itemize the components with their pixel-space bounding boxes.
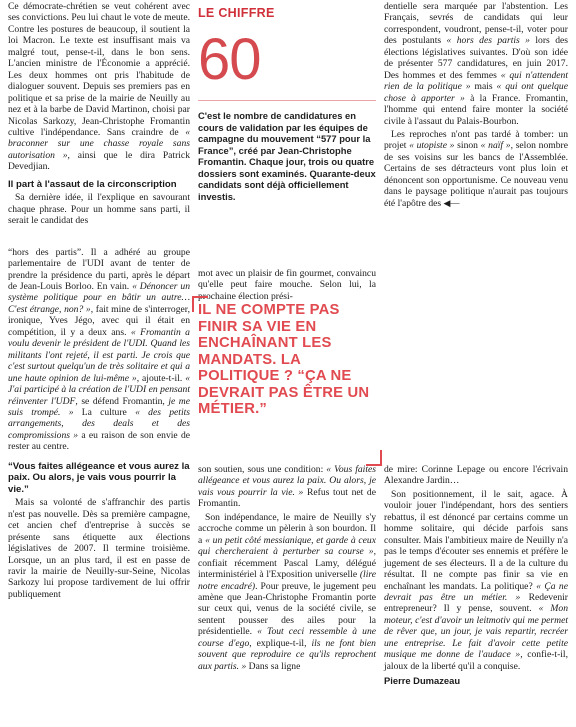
column-1 <box>8 1 190 600</box>
paragraph <box>198 464 376 510</box>
author-signature: Pierre Dumazeau <box>384 675 461 687</box>
paragraph <box>384 489 568 672</box>
cross-reference: (lire notre encadré) <box>198 569 377 592</box>
quote: « Vous faites allégeance et vous aurez la paix. Ou alors, je vais vous pourrir la vie. » <box>198 464 376 498</box>
quote: « Ça ne devrait pas être un métier. » <box>384 580 568 603</box>
paragraph <box>8 247 190 453</box>
paragraph: de mire: Corinne Lepage ou encore l'écrivain Alexandre Jardin… <box>384 464 568 487</box>
quote: « J'ai participé à la création de l'UDI en pensant réinventer l'UDF <box>8 372 190 407</box>
le-chiffre-text: C'est le nombre de candidatures en cours de validation par les équipes de campagne du mouvement “577 pour la France”, créé par Jean-Christophe Fromantin. Chaque jour, trois ou quatre dossiers sont examinés. Quarante-deux candidats sont déjà officiellement investis. <box>198 110 376 202</box>
le-chiffre-box <box>198 0 376 272</box>
text: Redevenir entrepreneur? Il y pense, souvent. <box>384 591 568 615</box>
quote: « hors des partis » <box>446 35 530 47</box>
text: , fait mine de s'interroger, ironique, Yves Jégo, avec qui il était en compétition, il y a deux ans. <box>8 303 190 338</box>
text: La culture <box>81 407 127 418</box>
text: , ainsi que le dira Patrick Devedjian. <box>8 149 190 173</box>
text: Dans sa ligne <box>248 660 301 672</box>
subheading-quote: “Vous faites allégeance et vous aurez la paix. Ou alors, je vais vous pourrir la vie.” <box>8 460 190 495</box>
quote: « un petit côté messianique, et garde à ceux qui chercheraient à perturber sa course » <box>198 534 376 558</box>
text: dentielle sera marquée par l'abstention. Les Français, sevrés de candidats qui leur correspondent, voudront, pense-t-il, voter pour des postulants <box>384 1 568 47</box>
column-2-top <box>198 268 376 302</box>
paragraph <box>384 1 568 127</box>
quote: « Mon moteur, c'est d'avoir un leitmotiv qui me permet de rêver que, un jour, je vais repartir, recréer une entreprise. Le fait d'avoir cette petite musique me donne de l'audace » <box>384 603 569 661</box>
quote: je me suis trompé. » <box>8 395 190 418</box>
text: lors des élections législatives suivantes. D'où son idée de présenter 577 candidatures, en juin 2017. Des hommes et des femmes <box>384 35 568 81</box>
text: , confiait récemment Pascal Lamy, délégué interministériel à l'Exposition universelle <box>198 546 376 581</box>
pull-quote <box>198 302 376 460</box>
quote: « Tout ceci ressemble à une course d'ego <box>198 626 376 649</box>
quote: « braconner sur une chasse royale sans autorisation » <box>8 126 190 161</box>
quote-corner-top <box>192 296 208 312</box>
text: Son positionnement, il le sait, agace. À vouloir jouer l'indépendant, hors des sentiers rebattus, il est dénoncé par certains comme un homme solitaire, qui décide parfois sans consulter. Mais l'ambitieux maire de Neuilly n'a pas le temps d'écouter ses ennemis et préfère le jugement de ses électeurs. Il a de la culture du résultat. Il ne compte pas finir sa vie en enchaînant les mandats. La politique? <box>384 488 568 592</box>
quote: « qui ont quelque chose à apporter » <box>384 81 568 104</box>
text: . Pour preuve, le jugement peu amène que Jean-Christophe Fromantin porte sur ceux qui, venus de la société civile, se sentent pousser des ailes pour la présidentielle. <box>198 580 376 638</box>
quote: « qui n'attendent rien de la politique » <box>384 69 569 93</box>
text: , explique-t-il, <box>249 637 307 649</box>
paragraph <box>8 1 190 173</box>
paragraph: Sa dernière idée, il l'explique en savourant chaque phrase. Pour un homme sans parti, il serait le candidat des <box>8 192 190 227</box>
continued-arrow-icon: ◀— <box>443 197 460 208</box>
quote: « utopiste » <box>409 140 455 152</box>
column-2-bottom <box>198 464 376 672</box>
le-chiffre-number: 60 <box>198 27 261 92</box>
text: sinon <box>457 140 478 152</box>
text: a eu raison de son envie de rester au centre. <box>8 429 190 453</box>
text: , se défend Fromantin, <box>75 395 165 407</box>
subheading-circonscription: Il part à l'assaut de la circonscription <box>8 178 177 190</box>
paragraph <box>198 512 376 672</box>
quote: « des petits arrangements, des deals et des compromissions » <box>8 407 191 441</box>
column-3 <box>384 1 568 209</box>
paragraph: mot avec un plaisir de fin gourmet, convaincu qu'elle peut faire mouche. Selon lui, la prochaine élection prési- <box>198 268 376 302</box>
text: Son indépendance, le maire de Neuilly s'y accroche comme un pèlerin à son bourdon. Il a <box>198 511 376 546</box>
text: , confie-t-il, jaloux de la liberté qu'il a conquise. <box>384 649 568 672</box>
quote: ils ne font bien souvent que reproduire ce qu'ils reprochent aux partis. » <box>198 637 376 672</box>
divider <box>198 100 376 101</box>
text: Ce démocrate-chrétien se veut cohérent avec ses convictions. Peu lui chaut le vote de meute. Contre les postures de beaucoup, il soutient la loi Macron. Le texte est insuffisant mais va malgré tout, pense-t-il, dans le bon sens. L'ancien ministre de l'Économie a apprécié. Les deux hommes ont pris l'habitude de dialoguer souvent. Depuis ses premiers pas en politique et sa prise de la mairie de Neuilly au nez et à la barbe de David Martinon, choisi par Nicolas Sarkozy, Jean-Christophe Fromantin cultive l'indépendance. Sans craindre de <box>8 1 190 138</box>
quote: « Dénoncer un système politique pour en bâtir un autre… C'est étrange, non? » <box>8 281 190 315</box>
text: , ajoute-t-il. <box>136 372 183 384</box>
quote: « Fromantin a voulu devenir le président de l'UDI. Quand les militants l'ont rejeté, il est parti. Je crois que c'est surtout quelqu'un de très solitaire et qui a une haute opinion de lui-même » <box>8 326 190 384</box>
text: à la France. Fromantin, l'homme qui entend faire monter la société civile à l'assaut du Palais-Bourbon. <box>384 92 568 127</box>
paragraph <box>384 129 568 209</box>
column-3-bottom <box>384 464 568 687</box>
pull-quote-text: IL NE COMPTE PAS FINIR SA VIE EN ENCHAÎNANT LES MANDATS. LA POLITIQUE ? “ÇA NE DEVRAIT PAS ÊTRE UN MÉTIER.” <box>198 302 370 417</box>
text: “hors des partis”. Il a adhéré au groupe parlementaire de l'UDI avant de tenter de prendre la présidence du parti, après le départ de Jean-Louis Borloo. En vain. <box>8 246 190 293</box>
text: , selon nombre de ses voisins sur les bancs de l'Assemblée. Certains de ses détracteurs vont plus loin et dénoncent son opportunisme. Ce nouveau venu dans le paysage politique n'aurait pas toujours été l'apôtre des <box>384 140 568 209</box>
paragraph: Mais sa volonté de s'affranchir des partis n'est pas nouvelle. Dès sa première campagne, cet ancien chef d'entreprise à succès se présente sans étiquette aux élections législatives de 2007. Il termine troisième. Lorsque, un an plus tard, il est en passe de ravir la mairie de Neuilly-sur-Seine, Nicolas Sarkozy lui propose tardivement de lui offrir publiquement <box>8 497 190 600</box>
le-chiffre-label: LE CHIFFRE <box>198 6 275 20</box>
text: son soutien, sous une condition: <box>198 464 324 475</box>
text: Refus tout net de Fromantin. <box>198 486 376 510</box>
text: mais <box>474 81 493 93</box>
text: Les reproches n'ont pas tardé à tomber: un projet <box>384 128 568 152</box>
quote: « naïf » <box>480 140 511 152</box>
